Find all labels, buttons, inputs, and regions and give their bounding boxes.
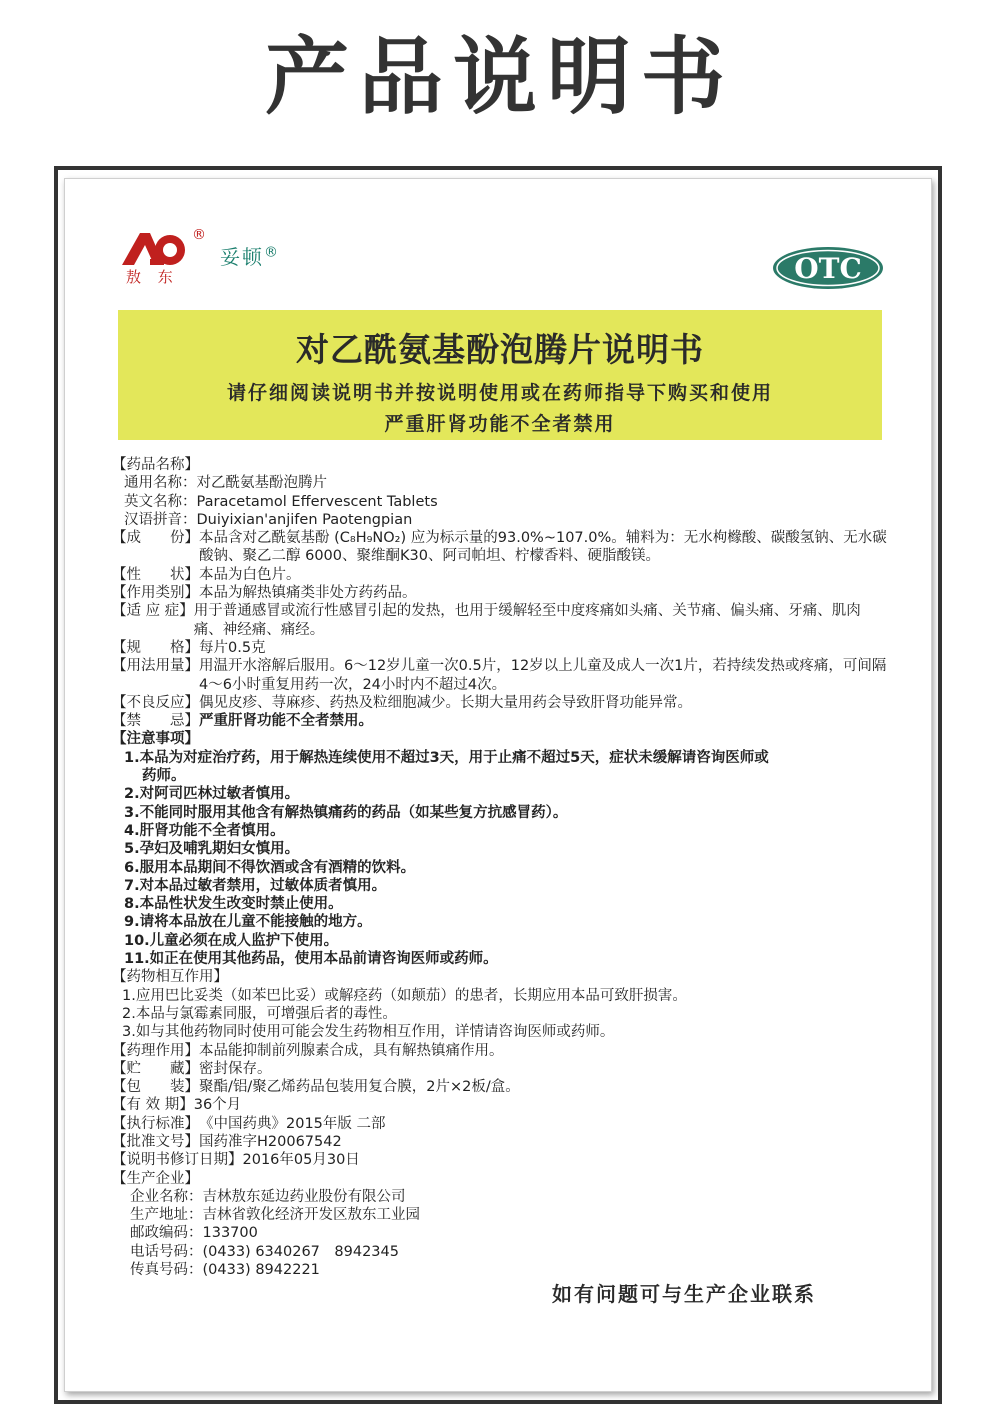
category-text: 本品为解热镇痛类非处方药药品。: [199, 585, 417, 602]
interaction-item: 3.如与其他药物同时使用可能会发生药物相互作用，详情请咨询医师或药师。: [122, 1024, 615, 1041]
interaction-item: 1.应用巴比妥类（如苯巴比妥）或解痉药（如颠茄）的患者，长期应用本品可致肝损害。: [122, 987, 687, 1004]
spec-row: [112, 639, 888, 657]
usage-warning: 请仔细阅读说明书并按说明使用或在药师指导下购买和使用: [226, 382, 773, 404]
storage-row: [112, 1060, 888, 1078]
page-title: 产品说明书: [264, 28, 735, 126]
interactions-heading: 【药物相互作用】: [112, 969, 228, 986]
contra-row: [112, 712, 888, 730]
contraindication-warning: 严重肝肾功能不全者禁用: [384, 413, 616, 435]
composition-heading: 【成 份】: [112, 530, 199, 547]
package-row: [112, 1078, 888, 1096]
spec-text: 每片0.5克: [199, 639, 266, 656]
indication-heading: 【适 应 症】: [112, 603, 194, 620]
revision-row: [112, 1151, 888, 1169]
brand-name-text: 妥顿: [220, 245, 264, 269]
dosage-heading: 【用法用量】: [112, 658, 199, 675]
appearance-row: [112, 566, 888, 584]
adverse-heading: 【不良反应】: [112, 694, 199, 711]
validity-row: [112, 1096, 888, 1114]
contra-heading: 【禁 忌】: [112, 713, 199, 730]
appearance-heading: 【性 状】: [112, 566, 199, 583]
precaution-item: 10.儿童必须在成人监护下使用。: [124, 932, 339, 949]
aodong-logo: [120, 227, 210, 291]
otc-badge: [772, 246, 884, 290]
spec-heading: 【规 格】: [112, 639, 199, 656]
company-name: 企业名称：吉林敖东延边药业股份有限公司: [130, 1188, 406, 1205]
pharmacology-row: [112, 1042, 888, 1060]
standard-row: [112, 1115, 888, 1133]
english-name: 英文名称：Paracetamol Effervescent Tablets: [124, 493, 438, 510]
indication-text: 用于普通感冒或流行性感冒引起的发热，也用于缓解轻至中度疼痛如头痛、关节痛、偏头痛、牙痛、肌肉痛、神经痛、痛经。: [193, 603, 861, 638]
package-heading: 【包 装】: [112, 1079, 199, 1096]
precaution-item: [112, 749, 888, 786]
brand-name: [220, 241, 280, 270]
pinyin-name: 汉语拼音：Duiyixian'anjifen Paotengpian: [124, 511, 413, 528]
precaution-item: 7.对本品过敏者禁用，过敏体质者慎用。: [124, 877, 387, 894]
contact-manufacturer-note: 如有问题可与生产企业联系: [552, 1282, 816, 1306]
generic-name: 通用名称：对乙酰氨基酚泡腾片: [124, 475, 327, 492]
company-address: 生产地址：吉林省敦化经济开发区敖东工业园: [130, 1207, 420, 1224]
postcode: 邮政编码：133700: [130, 1225, 258, 1242]
validity-heading: 【有 效 期】: [112, 1097, 194, 1114]
category-row: [112, 584, 888, 602]
precautions-heading: 【注意事项】: [112, 731, 199, 748]
adverse-row: [112, 694, 888, 712]
precaution-item: 8.本品性状发生改变时禁止使用。: [124, 896, 343, 913]
approval-heading: 【批准文号】: [112, 1133, 199, 1150]
precaution-item: 9.请将本品放在儿童不能接触的地方。: [124, 914, 372, 931]
standard-heading: 【执行标准】: [112, 1115, 199, 1132]
adverse-text: 偶见皮疹、荨麻疹、药热及粒细胞减少。长期大量用药会导致肝肾功能异常。: [199, 694, 692, 711]
category-heading: 【作用类别】: [112, 585, 199, 602]
approval-row: [112, 1133, 888, 1151]
precaution-item: 11.如正在使用其他药品，使用本品前请咨询医师或药师。: [124, 951, 498, 968]
revision-text: 2016年05月30日: [242, 1152, 360, 1169]
phone-number: 电话号码：(0433) 6340267 8942345: [130, 1243, 399, 1260]
precaution-item: 5.孕妇及哺乳期妇女慎用。: [124, 841, 300, 858]
precaution-item-wrap: 药师。: [142, 768, 186, 785]
logo-caption: 敖 东: [126, 268, 179, 286]
dosage-text: 用温开水溶解后服用。6～12岁儿童一次0.5片，12岁以上儿童及成人一次1片，若持续发热或疼痛，可间隔4～6小时重复用药一次，24小时内不超过4次。: [199, 658, 887, 693]
contra-text: 严重肝肾功能不全者禁用。: [199, 713, 373, 730]
manufacturer-heading: 【生产企业】: [112, 1170, 199, 1187]
validity-text: 36个月: [193, 1097, 242, 1114]
pharmacology-text: 本品能抑制前列腺素合成，具有解热镇痛作用。: [199, 1042, 504, 1059]
precaution-item: 4.肝肾功能不全者慎用。: [124, 822, 285, 839]
standard-text: 《中国药典》2015年版 二部: [199, 1115, 386, 1132]
fax-number: 传真号码：(0433) 8942221: [130, 1262, 320, 1279]
brand-registered-mark: ®: [264, 244, 280, 261]
storage-heading: 【贮 藏】: [112, 1060, 199, 1077]
leaflet-content: [112, 456, 888, 1279]
precaution-item: 6.服用本品期间不得饮酒或含有酒精的饮料。: [124, 859, 416, 876]
storage-text: 密封保存。: [199, 1060, 272, 1077]
otc-badge-text: OTC: [794, 252, 862, 285]
precaution-item: 3.不能同时服用其他含有解热镇痛药的药品（如某些复方抗感冒药）。: [124, 804, 568, 821]
precaution-item: 2.对阿司匹林过敏者慎用。: [124, 786, 300, 803]
pharmacology-heading: 【药理作用】: [112, 1042, 199, 1059]
leaflet-title: 对乙酰氨基酚泡腾片说明书: [296, 330, 704, 369]
approval-text: 国药准字H20067542: [199, 1133, 342, 1150]
aodong-logo-icon: [120, 231, 190, 267]
composition-text: 本品含对乙酰氨基酚 (C₈H₉NO₂) 应为标示量的93.0%~107.0%。辅料为：无水枸橼酸、碳酸氢钠、无水碳酸钠、聚乙二醇 6000、聚维酮K30、阿司帕坦、柠檬香料、硬脂酸镁。: [199, 530, 887, 565]
precaution-item-text: 1.本品为对症治疗药，用于解热连续使用不超过3天，用于止痛不超过5天，症状未缓解请咨询医师或: [124, 749, 769, 766]
appearance-text: 本品为白色片。: [199, 566, 301, 583]
indication-row: [112, 602, 888, 639]
drug-name-heading: 【药品名称】: [112, 457, 199, 473]
interaction-item: 2.本品与氯霉素同服，可增强后者的毒性。: [122, 1005, 397, 1022]
dosage-row: [112, 657, 888, 694]
revision-heading: 【说明书修订日期】: [112, 1152, 243, 1169]
package-text: 聚酯/铝/聚乙烯药品包装用复合膜，2片×2板/盒。: [199, 1079, 520, 1096]
composition-row: [112, 529, 888, 566]
logo-registered-mark: ®: [192, 227, 206, 243]
title-band: [118, 310, 882, 440]
